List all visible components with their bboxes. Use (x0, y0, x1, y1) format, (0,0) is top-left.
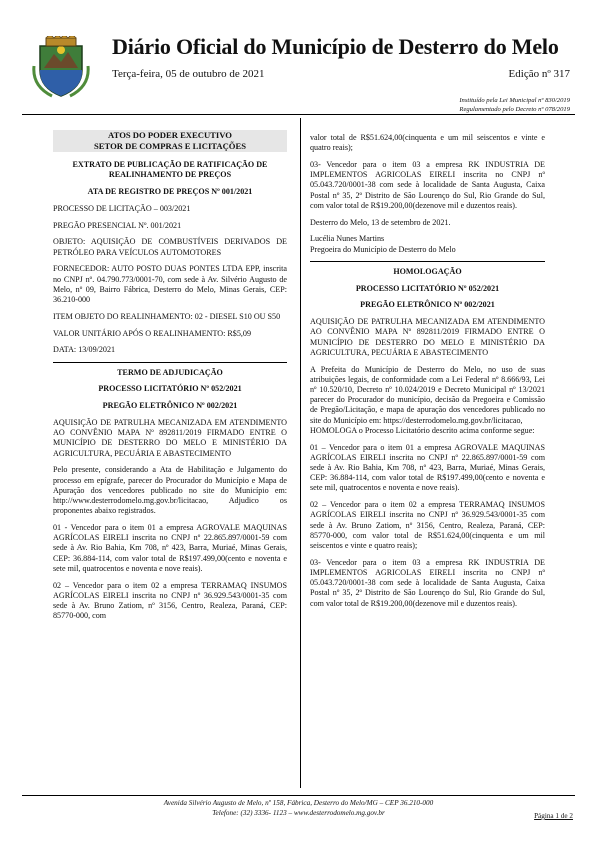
column-divider (300, 118, 301, 788)
pregao-line: PREGÃO PRESENCIAL Nº. 001/2021 (53, 220, 182, 230)
pregao-title-right: PREGÃO ELETRÔNICO Nº 002/2021 (360, 300, 495, 310)
newspaper-title: Diário Oficial do Município de Desterro do Melo (112, 34, 559, 59)
item-paragraph: ITEM OBJETO DO REALINHAMENTO: 02 - DIESEL S10 OU S50 (53, 311, 281, 321)
item03-paragraph: 03- Vencedor para o item 03 a empresa RK INDUSTRIA DE IMPLEMENTOS AGRICOLAS EIRELI inscrita no CNPJ nº 05.043.720/0001-38 com sede à localidade de Santa Augusta, Caixa Postal nº 35, 2º Distrito de São Lourenço do Sul, Rio Grande do Sul, com valor total de R$19.200,00(dezenove mil e duzentos reais). (310, 160, 545, 210)
institution-note (459, 96, 570, 114)
fornecedor-paragraph: FORNECEDOR: AUTO POSTO DUAS PONTES LTDA EPP, inscrita no CNPJ nº. 04.790.773/0001-70, com sede à Av. Silvério Augusto de Melo, nº 09, Bairro Fábrica, Desterro do Melo, Minas Gerais, CEP: 36.210-000 (53, 264, 287, 304)
continued-paragraph: valor total de R$51.624,00(cinquenta e um mil seiscentos e vinte e quatro reais); (310, 133, 545, 153)
item01-paragraph-right: 01 – Vencedor para o item 01 a empresa AGROVALE MAQUINAS AGRÍCOLAS EIRELI inscrita no CNPJ nº 22.865.897/0001-59 com sede à Av. Rio Bahia, Km 708, nº 423, Barra, Muriaé, Minas Gerais, CEP: 36.884-114, com valor total de R$197.499,00(cento e noventa e sete mil, quatrocentos e noventa e nove reais). (310, 442, 545, 493)
institution-law: Instituído pela Lei Municipal nº 830/2019 (459, 97, 570, 104)
institution-decree: Regulamentado pelo Decreto nº 078/2019 (459, 106, 570, 113)
page-number: Página 1 de 2 (534, 812, 573, 820)
homologacao-title: HOMOLOGAÇÃO (393, 266, 462, 276)
left-column (53, 124, 287, 628)
issue-date: Terça-feira, 05 de outubro de 2021 (112, 68, 265, 80)
pregao-title: PREGÃO ELETRÔNICO Nº 002/2021 (102, 401, 238, 411)
edition-number: Edição nº 317 (508, 68, 570, 80)
objeto-paragraph: OBJETO: AQUISIÇÃO DE COMBUSTÍVEIS DERIVADOS DE PETRÓLEO PARA VEÍCULOS AUTOMOTORES (53, 237, 287, 257)
valor-paragraph: VALOR UNITÁRIO APÓS O REALINHAMENTO: R$5,09 (53, 328, 252, 338)
signature-name: Lucélia Nunes Martins (310, 234, 385, 244)
section-rule-right (310, 261, 545, 262)
ata-title: ATA DE REGISTRO DE PREÇOS Nº 001/2021 (87, 187, 253, 196)
masthead (22, 28, 575, 113)
municipal-coat-of-arms-icon (32, 36, 90, 98)
footer (22, 798, 575, 818)
pelo-presente-paragraph: Pelo presente, considerando a Ata de Habilitação e Julgamento do processo em epígrafe, parecer do Procurador do Município e Mapa de Apuração dos vencedores publicado no site do Município em: http://www.desterrodomelo.mg.gov.br/licitacao, Adjudico os proponentes abaixo registrados. (53, 465, 287, 516)
item02-paragraph-right: 02 – Vencedor para o item 02 a empresa TERRAMAQ INSUMOS AGRÍCOLAS EIRELI inscrita no CNPJ nº 36.929.543/0001-35 com sede à Av. Bruno Zatiom, nº 3156, Centro, Realeza, Paraná, CEP: 85770-000, com valor total de R$51.624,00(cinquenta e um mil seiscentos e vinte e quatro reais); (310, 500, 545, 551)
extract-title: EXTRATO DE PUBLICAÇÃO DE RATIFICAÇÃO DE REALINHAMENTO DE PREÇOS (72, 160, 268, 180)
prefeitura-paragraph: A Prefeita do Município de Desterro do Melo, no uso de suas atribuições legais, de conformidade com a Lei Federal nº 8.666/93, Lei nº 10.520/10, Decreto nº 10.024/2019 e Decreto Municipal nº 13/2021 parecer do Procurador do município, decisão da Pregoeira e Comissão de Pregão/Licitação, e mapa de apuração dos vencedores publicado no site do Município em: https://desterrodomelo.mg.gov.br/licitacao, (310, 364, 545, 425)
termo-title: TERMO DE ADJUDICAÇÃO (117, 367, 223, 377)
item01-paragraph: 01 - Vencedor para o item 01 a empresa AGROVALE MAQUINAS AGRÍCOLAS EIRELI inscrita no CNPJ nº 22.865.897/0001-59 com sede à Av. Rio Bahia, Km 708, nº 423, Barra, Muriaé, Minas Gerais, CEP: 36.884-114, com valor total de R$197.499,00(cento e noventa e sete mil, quatrocentos e noventa e nove reais). (53, 523, 287, 573)
section-heading-line2: SETOR DE COMPRAS E LICITAÇÕES (53, 141, 287, 152)
processo-line: PROCESSO DE LICITAÇÃO – 003/2021 (53, 203, 191, 213)
aquisicao-paragraph: AQUISIÇÃO DE PATRULHA MECANIZADA EM ATENDIMENTO AO CONVÊNIO MAPA Nº 892811/2019 FIRMADO ENTRE O MUNICÍPIO DE DESTERRO DO MELO E MINISTÉRIO DA AGRICULTURA, PECUÁRIA E ABASTECIMENTO (53, 417, 287, 458)
section-rule (53, 362, 287, 363)
item03-paragraph-right: 03- Vencedor para o item 03 a empresa RK INDUSTRIA DE IMPLEMENTOS AGRICOLAS EIRELI inscrita no CNPJ nº 05.043.720/0001-38 com sede à localidade de Santa Augusta, Caixa Postal nº 35, 2º Distrito de São Lourenço do Sul, Rio Grande do Sul, com valor total de R$19.200,00(dezenove mil e duzentos reais). (310, 557, 545, 608)
aquisicao-paragraph-right: AQUISIÇÃO DE PATRULHA MECANIZADA EM ATENDIMENTO AO CONVÊNIO MAPA Nº 892811/2019 FIRMADO ENTRE O MUNICÍPIO DE DESTERRO DO MELO E MINISTÉRIO DA AGRICULTURA, PECUÁRIA E ABASTECIMENTO (310, 317, 545, 357)
footer-address: Avenida Silvério Augusto de Melo, nº 158, Fábrica, Desterro do Melo/MG – CEP 36.210-000 (163, 799, 434, 807)
signature-role: Pregoeira do Município de Desterro do Melo (310, 244, 456, 254)
signature-block (310, 234, 545, 254)
local-date: Desterro do Melo, 13 de setembro de 2021. (310, 217, 451, 227)
data-line: DATA: 13/09/2021 (53, 345, 116, 355)
right-column (310, 133, 545, 615)
processo-title: PROCESSO LICITATÓRIO Nº 052/2021 (98, 384, 242, 394)
item02-paragraph: 02 – Vencedor para o item 02 a empresa TERRAMAQ INSUMOS AGRÍCOLAS EIRELI inscrita no CNPJ nº 36.929.543/0001-35 com sede à Av. Bruno Zatiom, nº 3156, Centro, Realeza, Paraná, CEP: 85770-000, com (53, 580, 287, 621)
homologa-paragraph: HOMOLOGA o Processo Licitatório descrito acima conforme segue: (310, 425, 535, 435)
header-rule (22, 114, 575, 115)
footer-rule (22, 795, 575, 796)
section-heading-line1: ATOS DO PODER EXECUTIVO (53, 130, 287, 141)
processo-title-right: PROCESSO LICITATÓRIO Nº 052/2021 (355, 283, 500, 293)
footer-contact: Telefone: (32) 3336- 1123 – www.desterrodomelo.mg.gov.br (212, 809, 385, 817)
section-heading (53, 130, 287, 152)
